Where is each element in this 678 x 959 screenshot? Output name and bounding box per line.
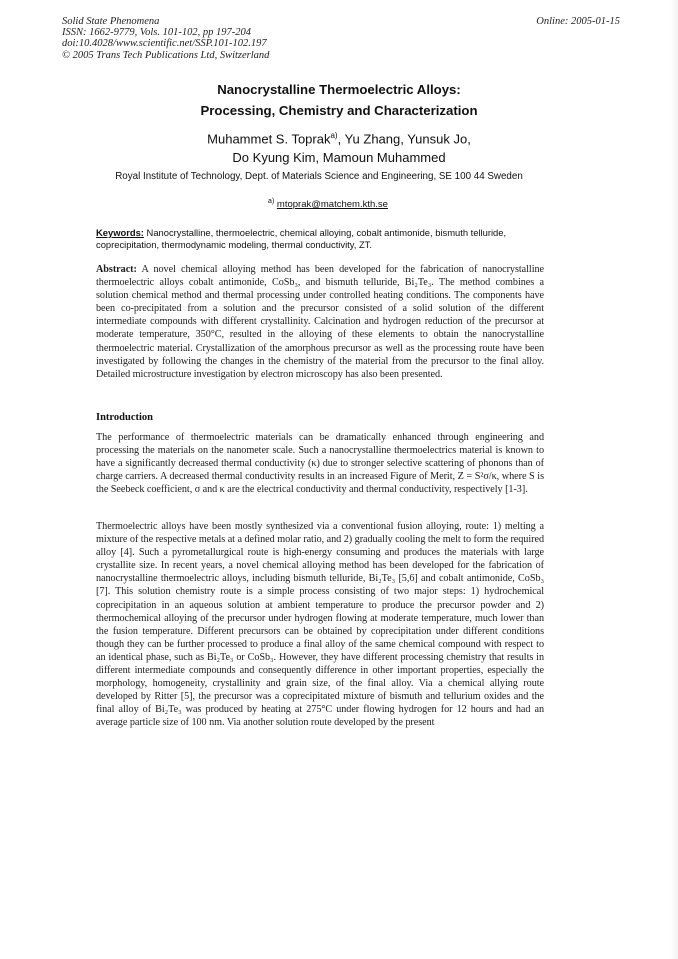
introduction-paragraph-1: The performance of thermoelectric materials can be dramatically enhanced through engineering and processing the materials on the nanometer scale. Such a nanocrystalline thermoelectrics material is known to have a significantly decreased thermal conductivity (κ) due to stronger selective scattering of phonons than of charge carriers. A decreased thermal conductivity results in an increased Figure of Merit, Z = S²σ/κ, where S is the Seebeck coefficient, σ and κ are the electrical conductivity and thermal conductivity, respectively [1-3]. [96, 432, 544, 496]
paper-title-line-2: Processing, Chemistry and Characterization [200, 103, 478, 118]
doi-line[interactable]: doi:10.4028/www.scientific.net/SSP.101-102.197 [62, 38, 267, 50]
email-line [0, 195, 656, 211]
corresponding-author: Muhammet S. Toprak [207, 131, 331, 147]
co-authors: , Yu Zhang, Yunsuk Jo, [337, 131, 471, 147]
abstract [96, 263, 544, 381]
copyright-line: © 2005 Trans Tech Publications Ltd, Switzerland [62, 49, 270, 61]
author-email-link[interactable]: mtoprak@matchem.kth.se [276, 199, 388, 211]
email-marker: a) [268, 198, 275, 205]
introduction-paragraph-2: Thermoelectric alloys have been mostly synthesized via a conventional fusion alloying, route: 1) melting a mixture of the respective metals at a defined molar ratio, and 2) gradually cooling the melt to form the required alloy [4]. Such a pyrometallurgical route is high-energy consuming and produces the materials with large crystallite size. In recent years, a novel chemical alloying method has been developed for the fabrication of nanocrystalline thermoelectric alloys, including bismuth telluride, Bi₂Te₃ [5,6] and cobalt antimonide, CoSb₃ [7]. This solution chemistry route is a simple process consisting of two major steps: 1) hydrochemical coprecipitation in an aqueous solution at ambient temperature to produce the precursor powder and 2) thermochemical alloying of the precursor under hydrogen flowing at moderate temperature, much lower than the fusion temperature. Different precursors can be obtained by coprecipitation under different conditions though they can be further processed to produce a final alloy of the same chemical compound with respect to an identical phase, such as Bi₂Te₃ or CoSb₃. However, they have different processing chemistry that results in different intermediate compounds and consequently difference in other important properties, especially the morphology, homogeneity, crystallinity and grain size, of the final alloy. Via a chemical allying route developed by Ritter [5], the precursor was a coprecipitated mixture of bismuth and tellurium oxides and the final alloy of Bi₂Te₃ was produced by heating at 275°C under flowing hydrogen for 12 hours and had an average particle size of 100 nm. Via another solution route developed by the present [96, 521, 544, 729]
page-edge-shadow [670, 0, 678, 959]
authors-line-1 [0, 126, 678, 149]
issn-line: ISSN: 1662-9779, Vols. 101-102, pp 197-204 [62, 27, 251, 39]
keywords-block [96, 227, 544, 250]
publication-info [62, 16, 269, 61]
author-marker: a) [330, 131, 338, 140]
paper-title-line-1: Nanocrystalline Thermoelectric Alloys: [217, 82, 461, 97]
abstract-label: Abstract: [96, 264, 137, 275]
keywords-label: Keywords: [96, 227, 144, 238]
keywords-text: Nanocrystalline, thermoelectric, chemical alloying, cobalt antimonide, bismuth telluride, coprecipitation, thermodynamic modeling, thermal conductivity, ZT. [96, 227, 507, 250]
affiliation: Royal Institute of Technology, Dept. of Materials Science and Engineering, SE 100 44 Sweden [115, 171, 523, 182]
journal-name: Solid State Phenomena [62, 16, 160, 27]
authors-line-2: Do Kyung Kim, Mamoun Muhammed [232, 150, 446, 165]
online-date: Online: 2005-01-15 [536, 16, 620, 27]
abstract-text: A novel chemical alloying method has been developed for the fabrication of nanocrystalline thermoelectric alloys cobalt antimonide, CoSb₃, and bismuth telluride, Bi₂Te₃. The method combines a solution chemical method and thermal processing under controlled heating conditions. The components have been co-precipitated from a solution and the precursor consisted of a solid solution of the different intermediate compounds with different crystallinity. Calcination and hydrogen reduction of the precursor at moderate temperature, 350°C, resulted in the alloying of these elements to obtain the nanocrystalline thermoelectric material. Crystallization of the amorphous precursor as well as the processing route have been investigated by following the changes in the chemistry of the material from the precursor to the final alloy. Detailed microstructure investigation by electron microscopy has also been presented. [96, 264, 544, 380]
introduction-heading: Introduction [96, 412, 153, 423]
